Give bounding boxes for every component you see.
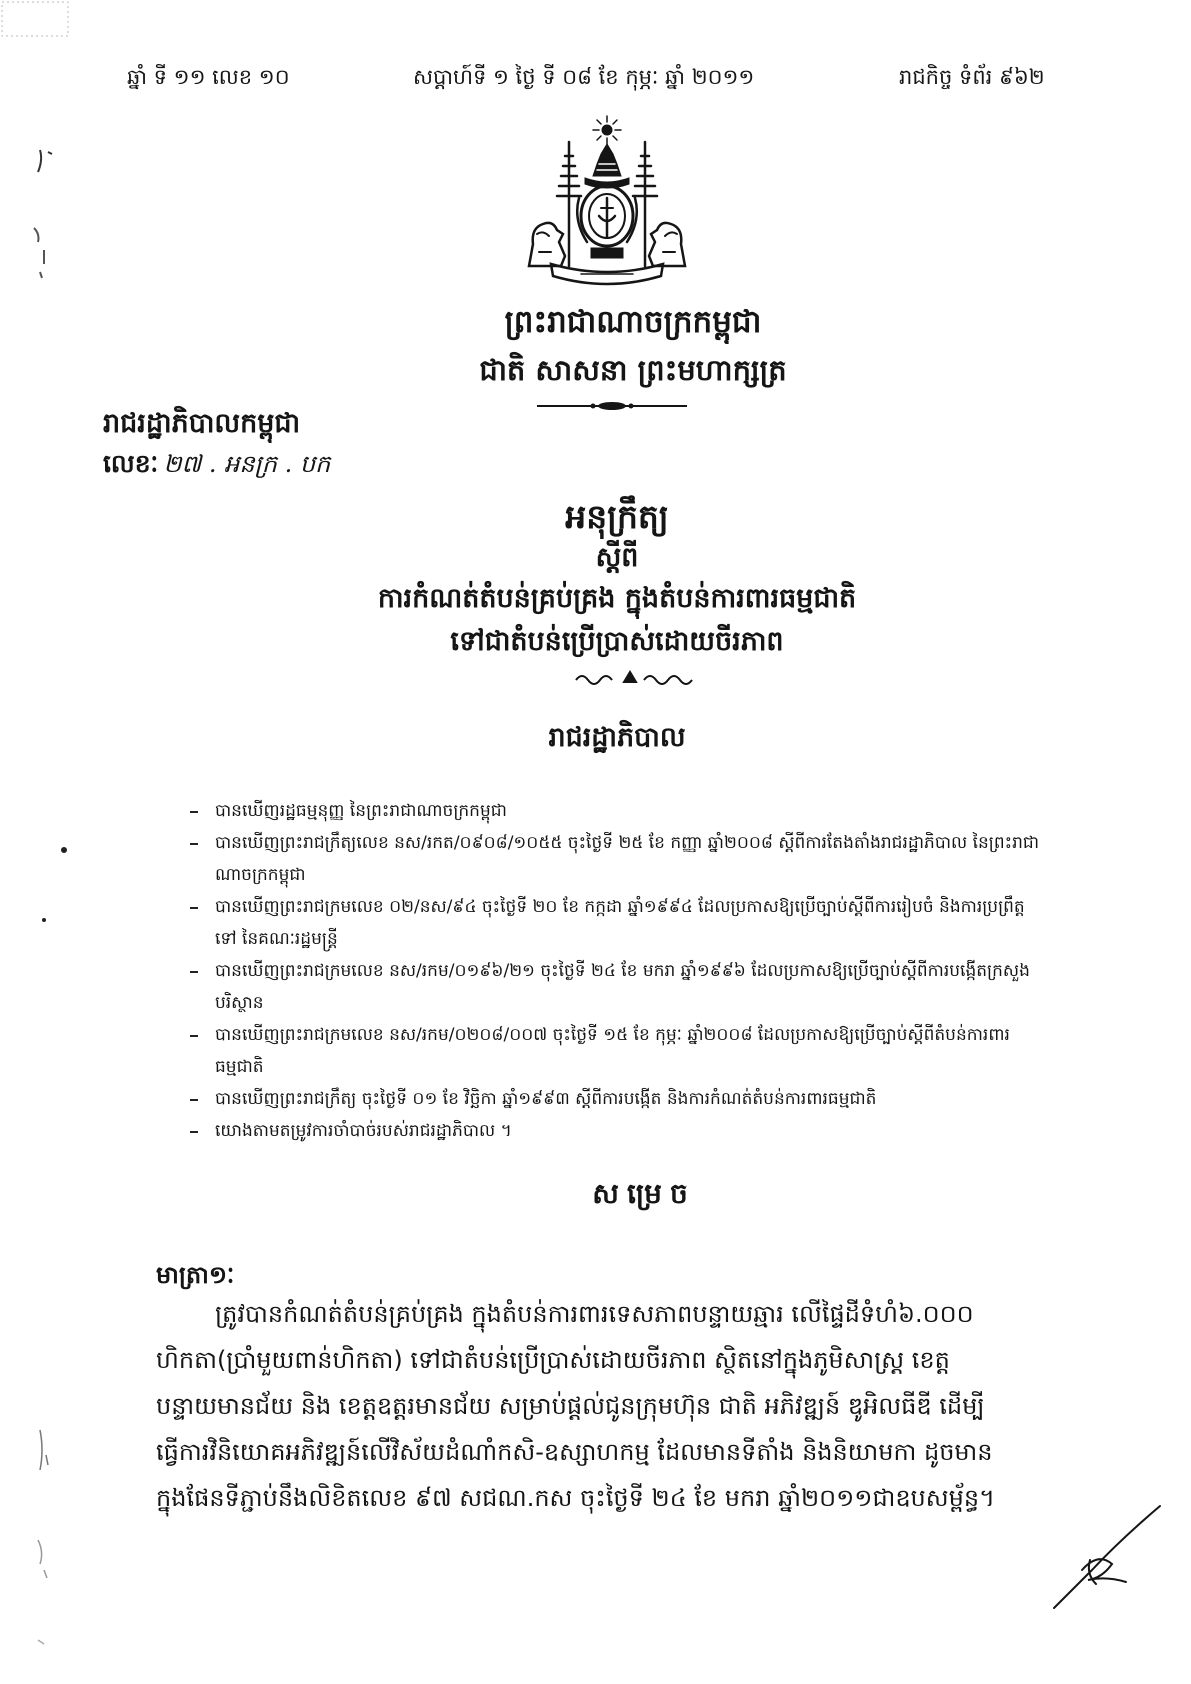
document-subject-line: ការកំណត់តំបន់គ្រប់គ្រង ក្នុងតំបន់ការពារធម្មជាតិ <box>377 583 857 614</box>
preamble-item <box>190 827 1090 891</box>
scan-margin-marks <box>0 0 90 1684</box>
motto-divider <box>537 400 687 412</box>
document-number-label: លេខៈ <box>103 449 159 478</box>
preamble-item-text: ធម្មជាតិ <box>215 1057 264 1077</box>
handwritten-initial-icon <box>1040 1500 1170 1615</box>
gazette-issue-number: ឆ្នាំ ទី ១១ លេខ ១០ <box>127 65 290 89</box>
preamble-item-text: បានឃើញព្រះរាជក្រឹត្យ ចុះថ្ងៃទី ០១ ខែ វិច្ឆិកា ឆ្នាំ១៩៩៣ ស្តីពីការបង្កើត និងការកំណត់តំបន់ការពារធម្មជាតិ <box>215 1089 877 1109</box>
preamble-item-text: បានឃើញព្រះរាជក្រមលេខ នស/រកម/០២០៨/០០៧ ចុះថ្ងៃទី ១៥ ខែ កុម្ភៈ ឆ្នាំ២០០៨ ដែលប្រកាសឱ្យប្រើច្បាប់ស្តីពីតំបន់ការពារ <box>215 1025 1010 1045</box>
preamble-heading: រាជរដ្ឋាភិបាល <box>548 722 686 753</box>
article-heading: មាត្រា១ៈ <box>156 1261 235 1289</box>
preamble-item <box>190 1083 1090 1115</box>
gazette-date: សប្តាហ៍ទី ១ ថ្ងៃ ទី ០៨ ខែ កុម្ភៈ ឆ្នាំ ២០១១ <box>413 65 755 89</box>
preamble-item <box>190 795 1090 827</box>
preamble-item-text: យោងតាមតម្រូវការចាំបាច់របស់រាជរដ្ឋាភិបាល ។ <box>215 1121 512 1141</box>
preamble-item <box>190 1019 1090 1083</box>
issuer-name: រាជរដ្ឋាភិបាលកម្ពុជា <box>103 408 301 439</box>
preamble-item-text: បានឃើញព្រះរាជក្រមលេខ នស/រកម/០១៩៦/២១ ចុះថ្ងៃទី ២៤ ខែ មករា ឆ្នាំ១៩៩៦ ដែលប្រកាសឱ្យប្រើច្បាប់ស្តីពីការបង្កើតក្រសួង <box>215 961 1030 981</box>
document-type: អនុក្រឹត្យ <box>565 497 669 536</box>
document-subject-line: ទៅជាតំបន់ប្រើប្រាស់ដោយចីរភាព <box>450 626 784 657</box>
preamble-item-text: បរិស្ថាន <box>215 993 264 1013</box>
preamble-item <box>190 891 1090 955</box>
preamble-item <box>190 955 1090 1019</box>
gazette-page-number: រាជកិច្ច ទំព័រ ៩៦២ <box>899 65 1045 89</box>
preamble-item-text: បានឃើញព្រះរាជក្រមលេខ ០២/នស/៩៤ ចុះថ្ងៃទី ២០ ខែ កក្កដា ឆ្នាំ១៩៩៤ ដែលប្រកាសឱ្យប្រើច្បាប់ស្តីពីការរៀបចំ និងការប្រព្រឹត្ត <box>215 897 1025 917</box>
article-line: ហិកតា(ប្រាំមួយពាន់ហិកតា) ទៅជាតំបន់ប្រើប្រាស់ដោយចីរភាព ស្ថិតនៅក្នុងភូមិសាស្ត្រ ខេត្ត <box>156 1346 950 1374</box>
preamble-item-text: បានឃើញរដ្ឋធម្មនុញ្ញ នៃព្រះរាជាណាចក្រកម្ពុជា <box>215 801 507 821</box>
article-line: ក្នុងផែនទីភ្ជាប់នឹងលិខិតលេខ ៩៧ សជណ.កស ចុះថ្ងៃទី ២៤ ខែ មករា ឆ្នាំ២០១១ជាឧបសម្ព័ន្ធ។ <box>156 1484 995 1512</box>
preamble-item-text: ទៅ នៃគណៈរដ្ឋមន្ត្រី <box>215 929 338 949</box>
kingdom-name: ព្រះរាជាណាចក្រកម្ពុជា <box>504 304 762 340</box>
document-about: ស្តីពី <box>595 542 639 573</box>
article-line: បន្ទាយមានជ័យ និង ខេត្តឧត្តរមានជ័យ សម្រាប់ផ្តល់ជូនក្រុមហ៊ុន ជាតិ អភិវឌ្ឍន៍ ឌូអិលធីឌី ដើម្បី <box>156 1392 985 1420</box>
article-line: ធ្វើការវិនិយោគអភិវឌ្ឍន៍លើវិស័យដំណាំកសិ-ឧស្សាហកម្ម ដែលមានទីតាំង និងនិយាមកា ដូចមាន <box>156 1438 993 1466</box>
royal-coat-of-arms-icon <box>521 116 693 292</box>
national-motto: ជាតិ សាសនា ព្រះមហាក្សត្រ <box>479 353 787 387</box>
article-line: ត្រូវបានកំណត់តំបន់គ្រប់គ្រង ក្នុងតំបន់ការពារទេសភាពបន្ទាយឆ្មារ លើផ្ទៃដីទំហំ៦.០០០ <box>215 1300 974 1328</box>
decision-heading: សម្រេច <box>592 1177 696 1210</box>
title-ornament <box>572 670 712 686</box>
preamble-item <box>190 1115 1090 1147</box>
article-body <box>156 1291 1102 1521</box>
preamble-item-text: បានឃើញព្រះរាជក្រឹត្យលេខ នស/រកត/០៩០៨/១០៥៥ ចុះថ្ងៃទី ២៥ ខែ កញ្ញា ឆ្នាំ២០០៨ ស្តីពីការតែងតាំងរាជរដ្ឋាភិបាល នៃព្រះរាជា <box>215 833 1040 853</box>
document-number-handwritten: ២៧ . អនក្រ . បក <box>163 450 331 478</box>
preamble-item-text: ណាចក្រកម្ពុជា <box>215 865 306 885</box>
document-number <box>103 446 463 482</box>
preamble-list <box>190 795 1090 1147</box>
